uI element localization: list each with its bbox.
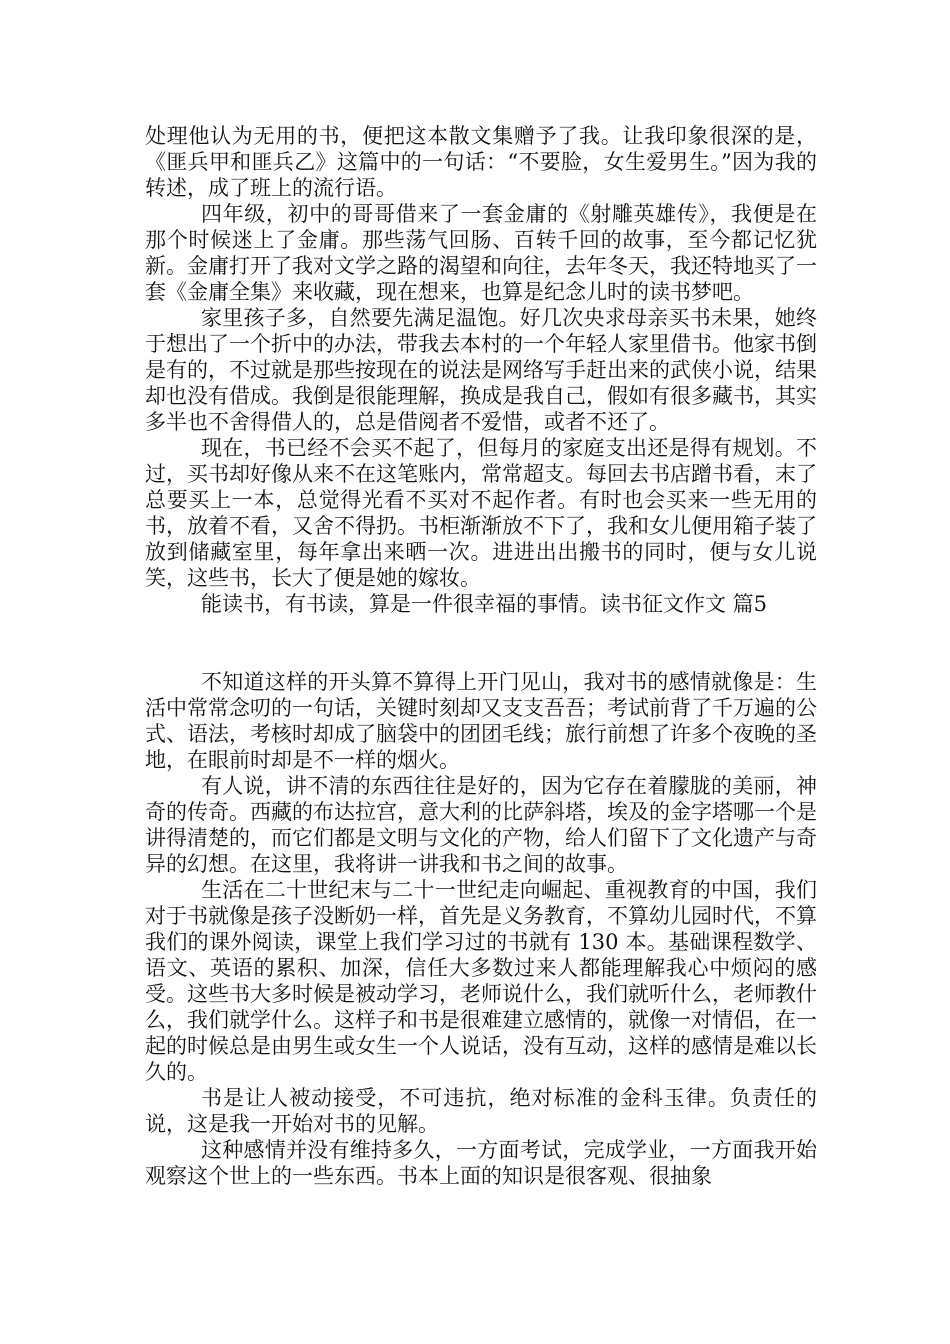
document-page <box>145 123 817 1189</box>
paragraph: 这种感情并没有维持多久，一方面考试，完成学业，一方面我开始观察这个世上的一些东西。书本上面的知识是很客观、很抽象 <box>145 1138 817 1188</box>
text-block-1 <box>145 123 817 617</box>
paragraph: 书是让人被动接受，不可违抗，绝对标准的金科玉律。负责任的说，这是我一开始对书的见解。 <box>145 1086 817 1136</box>
paragraph: 处理他认为无用的书，便把这本散文集赠予了我。让我印象很深的是，《匪兵甲和匪兵乙》这篇中的一句话：“不要脸，女生爱男生。”因为我的转述，成了班上的流行语。 <box>145 124 817 200</box>
paragraph: 现在，书已经不会买不起了，但每月的家庭支出还是得有规划。不过，买书却好像从来不在这笔账内，常常超支。每回去书店蹭书看，末了总要买上一本，总觉得光看不买对不起作者。有时也会买来一些无用的书，放着不看，又舍不得扔。书柜渐渐放不下了，我和女儿便用箱子装了放到储藏室里，每年拿出来晒一次。进进出出搬书的同时，便与女儿说笑，这些书，长大了便是她的嫁妆。 <box>145 436 817 590</box>
paragraph: 四年级，初中的哥哥借来了一套金庸的《射雕英雄传》，我便是在那个时候迷上了金庸。那些荡气回肠、百转千回的故事，至今都记忆犹新。金庸打开了我对文学之路的渴望和向往，去年冬天，我还特地买了一套《金庸全集》来收藏，现在想来，也算是纪念儿时的读书梦吧。 <box>145 202 817 304</box>
paragraph: 不知道这样的开头算不算得上开门见山，我对书的感情就像是：生活中常常念叨的一句话，关键时刻却又支支吾吾；考试前背了千万遍的公式、语法，考核时却成了脑袋中的团团毛线；旅行前想了许多个夜晚的圣地，在眼前时却是不一样的烟火。 <box>145 670 817 772</box>
paragraph-heading-line: 能读书，有书读，算是一件很幸福的事情。读书征文作文 篇5 <box>201 592 768 616</box>
paragraph: 家里孩子多，自然要先满足温饱。好几次央求母亲买书未果，她终于想出了一个折中的办法，带我去本村的一个年轻人家里借书。他家书倒是有的，不过就是那些按现在的说法是网络写手赶出来的武侠小说，结果却也没有借成。我倒是很能理解，换成是我自己，假如有很多藏书，其实多半也不舍得借人的，总是借阅者不爱惜，或者不还了。 <box>145 306 817 434</box>
text-block-2 <box>145 669 817 1189</box>
paragraph: 有人说，讲不清的东西往往是好的，因为它存在着朦胧的美丽，神奇的传奇。西藏的布达拉宫，意大利的比萨斜塔，埃及的金字塔哪一个是讲得清楚的，而它们都是文明与文化的产物，给人们留下了文化遗产与奇异的幻想。在这里，我将讲一讲我和书之间的故事。 <box>145 774 817 876</box>
paragraph: 生活在二十世纪末与二十一世纪走向崛起、重视教育的中国，我们对于书就像是孩子没断奶一样，首先是义务教育，不算幼儿园时代，不算我们的课外阅读，课堂上我们学习过的书就有 130 本。基础课程数学、语文、英语的累积、加深，信任大多数过来人都能理解我心中烦闷的感受。这些书大多时候是被动学习，老师说什么，我们就听什么，老师教什么，我们就学什么。这样子和书是很难建立感情的，就像一对情侣，在一起的时候总是由男生或女生一个人说话，没有互动，这样的感情是难以长久的。 <box>145 878 817 1084</box>
section-gap <box>145 617 817 669</box>
